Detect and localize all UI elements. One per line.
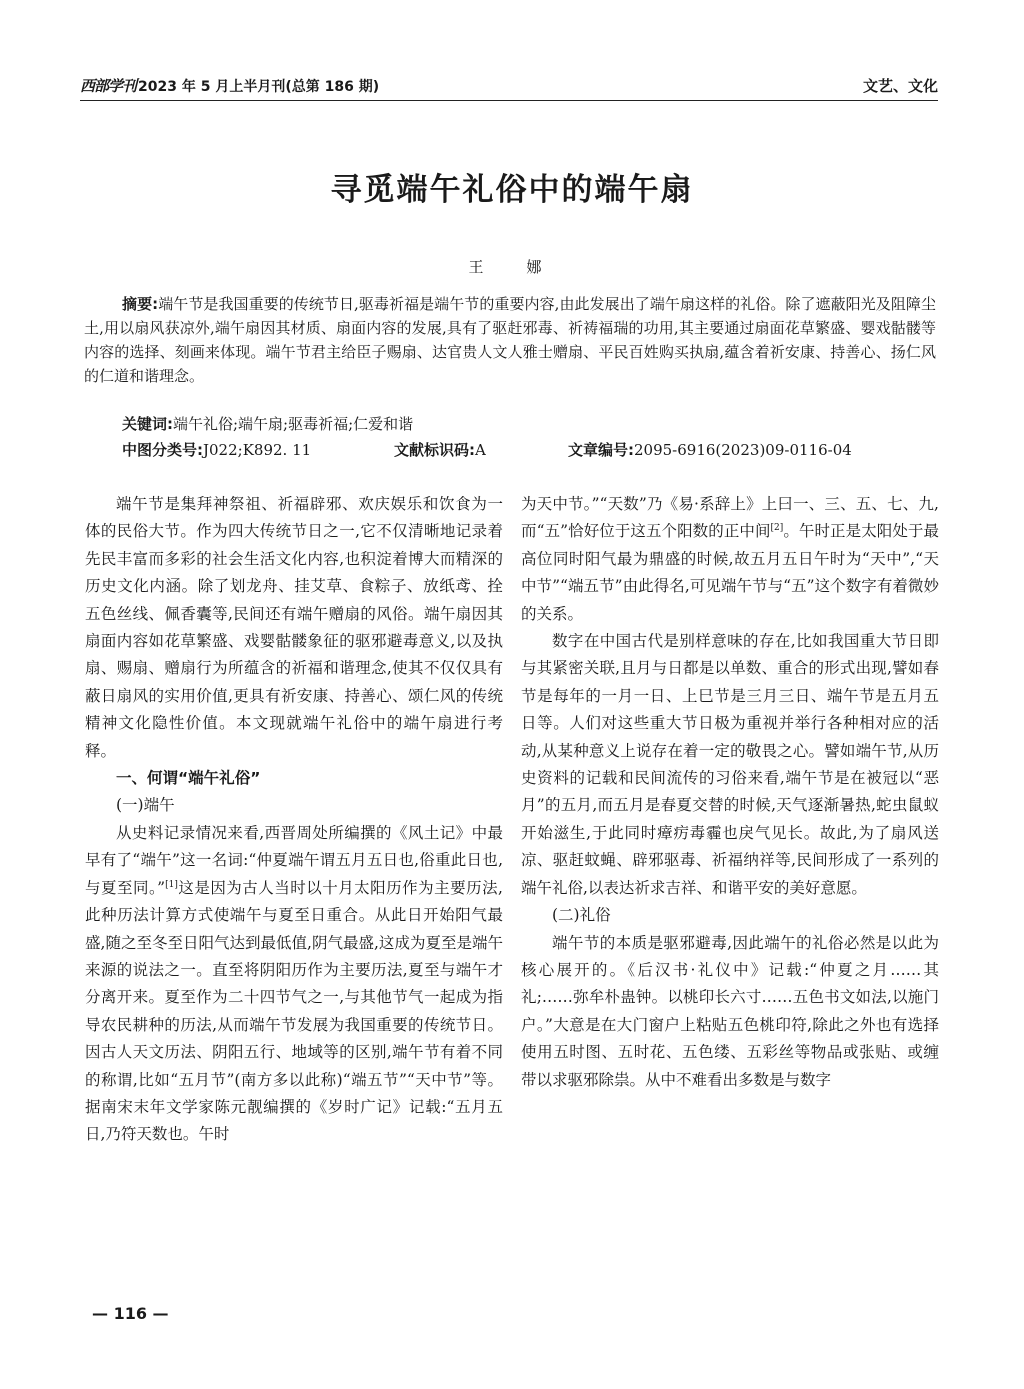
subsection-heading: (二)礼俗 [552,906,611,925]
body-paragraph: 端午节是集拜神祭祖、祈福辟邪、欢庆娱乐和饮食为一体的民俗大节。作为四大传统节日之一,它不仅清晰地记录着先民丰富而多彩的社会生活文化内容,也积淀着博大而精深的历史文化内涵。除了划龙舟、挂艾草、食粽子、放纸鸢、拴五色丝线、佩香囊等,民间还有端午赠扇的风俗。端午扇因其扇面内容如花草繁盛、戏婴骷髅象征的驱邪避毒意义,以及执扇、赐扇、赠扇行为所蕴含的祈福和谐理念,使其不仅仅具有蔽日扇风的实用价值,更具有祈安康、持善心、颂仁风的传统精神文化隐性价值。本文现就端午礼俗中的端午扇进行考释。 [85,495,503,760]
clc-number [122,438,311,462]
section-heading: 一、何谓“端午礼俗” [116,769,261,788]
paragraph-text: 这是因为古人当时以十月太阳历作为主要历法,此种历法计算方式使端午与夏至日重合。从此日开始阳气最盛,随之至冬至日阳气达到最低值,阴气最盛,这成为夏至是端午来源的说法之一。直至将阴阳历作为主要历法,夏至与端午才分离开来。夏至作为二十四节气之一,与其他节气一起成为指导农民耕种的历法,从而端午节发展为我国重要的传统节日。因古人天文历法、阴阳五行、地域等的区别,端午节有着不同的称谓,比如“五月节”(南方多以此称)“端五节”“天中节”等。据南宋末年文学家陈元靓编撰的《岁时广记》记载:“五月五日,乃符天数也。午时 [85,878,503,1144]
body-paragraph [85,820,503,1149]
article-number [568,438,852,462]
abstract-text: 端午节是我国重要的传统节日,驱毒祈福是端午节的重要内容,由此发展出了端午扇这样的礼俗。除了遮蔽阳光及阻障尘土,用以扇风获凉外,端午扇因其材质、扇面内容的发展,具有了驱赶邪毒、祈祷福瑞的功用,其主要通过扇面花草繁盛、婴戏骷髅等内容的选择、刻画来体现。端午节君主给臣子赐扇、达官贵人文人雅士赠扇、平民百姓购买执扇,蕴含着祈安康、持善心、扬仁风的仁道和谐理念。 [84,295,936,385]
page-number: — 116 — [92,1304,169,1323]
author-name: 王 娜 [468,258,556,276]
clc-value: J022;K892. 11 [203,441,312,459]
article-value: 2095-6916(2023)09-0116-04 [634,441,852,459]
subsection-heading: (一)端午 [116,796,175,815]
classification-row [122,438,942,462]
header-left [80,75,379,96]
article-label: 文章编号: [568,441,634,459]
citation-ref: [1] [165,879,178,890]
keywords-text: 端午礼俗;端午扇;驱毒祈福;仁爱和谐 [173,415,414,433]
doc-value: A [475,441,486,459]
paragraph-text: 。午时正是太阳处于最高位同时阳气最为鼎盛的时候,故五月五日午时为“天中”,“天中节”“端五节”由此得名,可见端午节与“五”这个数字有着微妙的关系。 [521,522,939,623]
body-paragraph: 端午节的本质是驱邪避毒,因此端午的礼俗必然是以此为核心展开的。《后汉书·礼仪中》记载:“仲夏之月……其礼;……弥牟朴蛊钟。以桃印长六寸……五色书文如法,以施门户。”大意是在大门窗户上粘贴五色桃印符,除此之外也有选择使用五时图、五时花、五色缕、五彩丝等物品或张贴、或缠带以求驱邪除祟。从中不难看出多数是与数字 [521,933,939,1089]
abstract [84,292,936,388]
article-title: 寻觅端午礼俗中的端午扇 [330,172,694,208]
paragraph-text: 为天中节。”“天数”乃《易·系辞上》上曰一、三、五、七、九,而“五”恰好位于这五个阳数的正中间 [521,495,939,541]
body-paragraph [521,491,939,628]
doc-label: 文献标识码: [394,441,475,459]
clc-label: 中图分类号: [122,441,203,459]
issue-info: 2023 年 5 月上半月刊(总第 186 期) [138,79,380,95]
document-code [394,438,486,462]
citation-ref: [2] [770,523,784,534]
running-header [80,72,938,101]
paragraph-text: 从史料记录情况来看,西晋周处所编撰的《风土记》中最早有了“端午”这一名词:“仲夏端午谓五月五日也,俗重此日也,与夏至同。” [85,823,503,897]
right-column [521,491,939,1094]
body-paragraph: 数字在中国古代是别样意味的存在,比如我国重大节日即与其紧密关联,且月与日都是以单数、重合的形式出现,譬如春节是每年的一月一日、上巳节是三月三日、端午节是五月五日等。人们对这些重大节日极为重视并举行各种相对应的活动,从某种意义上说存在着一定的敬畏之心。譬如端午节,从历史资料的记载和民间流传的习俗来看,端午节是在被冠以“恶月”的五月,而五月是春夏交替的时候,天气逐渐暑热,蛇虫鼠蚁开始滋生,于此同时瘴疠毒霾也戾气见长。故此,为了扇风送凉、驱赶蚊蝇、辟邪驱毒、祈福纳祥等,民间形成了一系列的端午礼俗,以表达祈求吉祥、和谐平安的美好意愿。 [521,632,939,897]
section-name: 文艺、文化 [862,77,938,95]
keywords [122,412,942,436]
abstract-label: 摘要: [122,295,159,313]
left-column [85,491,503,1149]
journal-name: 西部学刊 [80,77,137,95]
keywords-label: 关键词: [122,415,173,433]
